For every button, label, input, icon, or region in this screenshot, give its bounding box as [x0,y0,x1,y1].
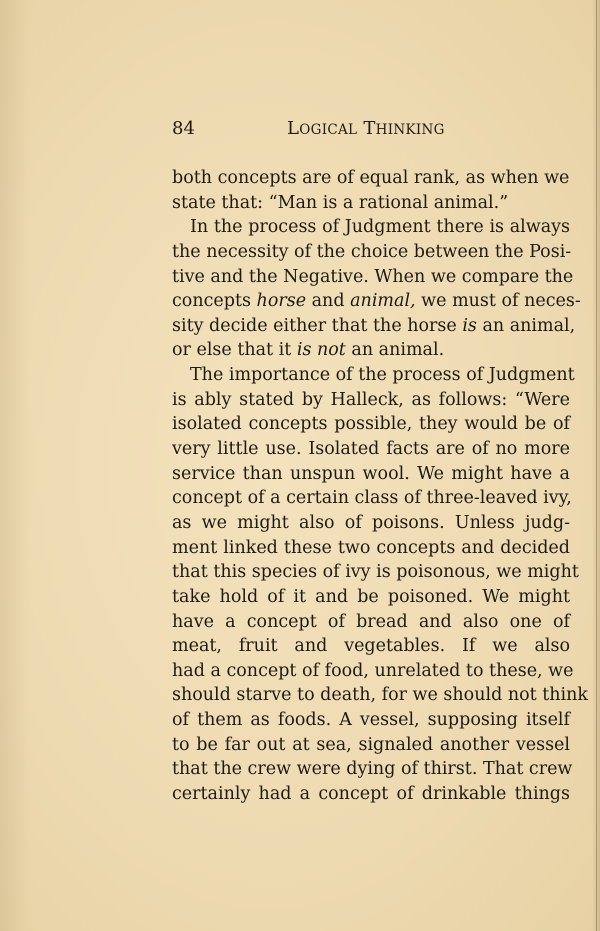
text-line: or else that it is not an animal. [172,340,445,361]
text-line: should starve to death, for we should not think [172,685,589,706]
text-line: concept of a certain class of three-leaved ivy, [172,488,572,509]
italic-word: is [462,315,477,336]
text-line: ment linked these two concepts and decided [172,537,570,558]
text-line: have a concept of bread and also one of [172,611,570,632]
text-line: to be far out at sea, signaled another vessel [172,734,570,755]
spine-shadow [0,0,30,931]
italic-word: is not [296,340,346,361]
text-line: as we might also of poisons. Unless judg- [172,512,570,533]
text-line: that this species of ivy is poisonous, we might [172,562,579,583]
paragraph-start-line: The importance of the process of Judgment [190,365,575,386]
text-line: had a concept of food, unrelated to these, we [172,660,574,681]
text-line: concepts horse and animal, we must of neces- [172,291,581,312]
text-line: meat, fruit and vegetables. If we also [172,636,570,657]
text-line: sity decide either that the horse is an animal, [172,315,576,336]
text-line: service than unspun wool. We might have a [172,463,570,484]
text-line: state that: “Man is a rational animal.” [172,192,509,213]
paragraph-start-line: In the process of Judgment there is always [190,217,570,238]
text-line: very little use. Isolated facts are of no more [172,439,570,460]
text-line: the necessity of the choice between the Posi- [172,241,572,262]
text-line: certainly had a concept of drinkable things [172,784,570,805]
body-text [172,166,589,807]
page-edge-line [596,0,597,931]
text-line: both concepts are of equal rank, as when we [172,168,570,188]
text-line: take hold of it and be poisoned. We might [172,586,570,607]
text-line: of them as foods. A vessel, supposing itself [172,710,570,731]
text-line: is ably stated by Halleck, as follows: “Were [172,389,570,410]
italic-word: animal, [350,291,416,312]
text-line: that the crew were dying of thirst. That crew [172,759,573,780]
text-line: isolated concepts possible, they would be of [172,414,570,435]
running-head: LOGICAL THINKING [287,118,445,139]
page-number: 84 [172,118,195,139]
page-header [172,118,570,140]
italic-word: horse [256,291,307,312]
text-line: tive and the Negative. When we compare the [172,266,574,287]
